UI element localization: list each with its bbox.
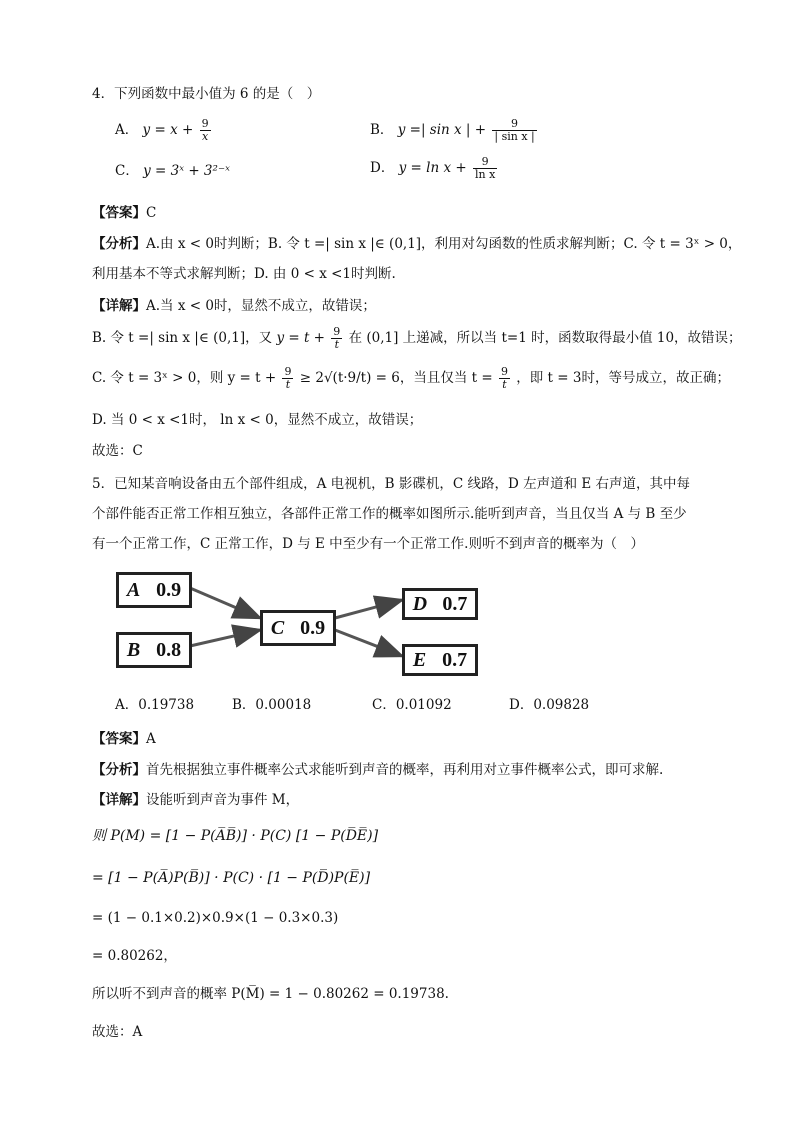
q4-option-d-label: D． xyxy=(370,160,395,177)
q5-detail-tag: 【详解】 xyxy=(92,792,146,808)
q5-detail-text-1: 设能听到声音为事件 M， xyxy=(146,792,300,808)
q5-option-c: C．0.01092 xyxy=(372,697,452,713)
q5-stem-line-1: 5．已知某音响设备由五个部件组成，A 电视机，B 影碟机，C 线路，D 左声道和 E 右声道，其中每 xyxy=(92,476,691,492)
q4-option-d-denominator: ln x xyxy=(474,168,496,182)
q4-detail-3c: ，即 t = 3时，等号成立，故正确； xyxy=(516,370,730,387)
arrow-c-to-d xyxy=(335,600,402,618)
q4-detail-3-fraction-2 xyxy=(499,366,510,391)
q4-answer-value: C xyxy=(146,205,157,221)
q4-detail-2-numerator: 9 xyxy=(333,325,341,338)
q5-detail-line-5: = 0.80262， xyxy=(92,948,177,964)
q5-detail-line-1 xyxy=(92,792,299,808)
node-e-prob: 0.7 xyxy=(442,648,468,671)
node-a-letter: A xyxy=(126,578,141,601)
arrow-a-to-c xyxy=(190,588,260,618)
q5-detail-line-6: 所以听不到声音的概率 P(M̅) = 1 − 0.80262 = 0.19738. xyxy=(92,986,449,1002)
q4-detail-line-2 xyxy=(92,326,742,351)
q4-option-d-numerator: 9 xyxy=(481,155,489,168)
q4-option-b-expr: y =| sin x | + xyxy=(397,122,491,139)
arrow-c-to-e xyxy=(335,630,402,656)
node-b-letter: B xyxy=(126,638,141,661)
q4-option-b-fraction xyxy=(492,118,536,143)
node-d xyxy=(402,588,478,620)
node-c-letter: C xyxy=(270,616,285,639)
q4-option-d-fraction xyxy=(473,156,497,181)
q4-option-a-label: A． xyxy=(115,122,139,139)
q5-option-a: A．0.19738 xyxy=(115,697,195,713)
q5-stem-line-3: 有一个正常工作，C 正常工作，D 与 E 中至少有一个正常工作.则听不到声音的概率为（ ） xyxy=(92,536,644,552)
q4-detail-line-4: D. 当 0 < x <1时， ln x < 0，显然不成立，故错误； xyxy=(92,412,423,428)
node-c-prob: 0.9 xyxy=(300,616,326,639)
q4-detail-3-numerator: 9 xyxy=(284,365,292,378)
q4-detail-text-1: A.当 x < 0时，显然不成立，故错误； xyxy=(146,298,376,314)
q4-detail-2c: 在 (0,1] 上递减，所以当 t=1 时，函数取得最小值 10，故错误； xyxy=(348,330,742,347)
q5-answer xyxy=(92,731,156,747)
q4-detail-tag: 【详解】 xyxy=(92,298,146,314)
q4-detail-2-fraction xyxy=(331,326,342,351)
q4-analysis-line-1 xyxy=(92,236,741,252)
node-c xyxy=(260,610,336,646)
node-a-prob: 0.9 xyxy=(156,578,182,601)
node-e-letter: E xyxy=(412,648,427,671)
q5-detail-line-3: = [1 − P(A̅)P(B̅)] · P(C) · [1 − P(D̅)P(E̅)] xyxy=(92,870,371,886)
arrow-b-to-c xyxy=(190,630,260,646)
q5-detail-line-2: 则 P(M) = [1 − P(A̅B̅)] · P(C) [1 − P(D̅E̅)] xyxy=(92,828,379,844)
q5-analysis xyxy=(92,762,663,778)
q4-stem: 4．下列函数中最小值为 6 的是（ ） xyxy=(92,86,321,102)
q4-option-d-expr: y = ln x + xyxy=(398,160,471,177)
q5-choose: 故选：A xyxy=(92,1024,143,1040)
q4-detail-3-fraction xyxy=(282,366,293,391)
q5-answer-value: A xyxy=(146,731,156,747)
node-a xyxy=(116,572,192,608)
node-b-prob: 0.8 xyxy=(156,638,182,661)
q4-analysis-text-1: A.由 x < 0时判断；B. 令 t =| sin x |∈ (0,1]，利用对勾函数的性质求解判断；C. 令 t = 3ˣ > 0， xyxy=(146,236,742,252)
q4-answer xyxy=(92,205,156,221)
q4-option-b xyxy=(370,118,539,143)
node-d-prob: 0.7 xyxy=(442,592,468,615)
q5-answer-tag: 【答案】 xyxy=(92,731,146,747)
q4-detail-line-3 xyxy=(92,366,730,391)
q4-option-a-expr: y = x + xyxy=(142,122,198,139)
q4-detail-3-numerator-2: 9 xyxy=(500,365,508,378)
q4-detail-3-denominator-2: t xyxy=(499,378,510,391)
q4-detail-line-1 xyxy=(92,298,376,314)
q4-option-b-numerator: 9 xyxy=(511,117,519,130)
node-b xyxy=(116,632,192,668)
q4-option-a-numerator: 9 xyxy=(201,117,209,130)
q4-detail-2a: B. 令 t =| sin x |∈ (0,1]，又 xyxy=(92,330,277,347)
q4-answer-tag: 【答案】 xyxy=(92,205,146,221)
q5-option-b: B．0.00018 xyxy=(232,697,312,713)
q4-choose: 故选：C xyxy=(92,443,143,459)
q5-analysis-tag: 【分析】 xyxy=(92,762,146,778)
q4-analysis-line-2: 利用基本不等式求解判断；D. 由 0 < x <1时判断. xyxy=(92,266,396,282)
q4-option-a xyxy=(115,118,213,143)
circuit-diagram xyxy=(110,568,490,684)
q4-option-a-denominator: x xyxy=(200,130,211,143)
q4-option-c-label: C． xyxy=(115,163,139,179)
q4-option-c-expr: y = 3ˣ + 3²⁻ˣ xyxy=(143,163,230,179)
node-d-letter: D xyxy=(412,592,428,615)
q4-detail-2-denominator: t xyxy=(331,338,342,351)
q4-option-a-fraction xyxy=(200,118,211,143)
q5-analysis-text: 首先根据独立事件概率公式求能听到声音的概率，再利用对立事件概率公式，即可求解. xyxy=(146,762,664,778)
q4-detail-2b: y = t + xyxy=(276,330,330,347)
q4-option-b-label: B． xyxy=(370,122,394,139)
q5-stem-line-2: 个部件能否正常工作相互独立，各部件正常工作的概率如图所示.能听到声音，当且仅当 A 与 B 至少 xyxy=(92,506,687,522)
q4-detail-3-denominator: t xyxy=(282,378,293,391)
q4-detail-3b: ≥ 2√(t·9/t) = 6，当且仅当 t = xyxy=(299,370,497,387)
q4-option-b-denominator: | sin x | xyxy=(494,130,535,144)
q4-option-c xyxy=(115,163,230,179)
node-e xyxy=(402,644,478,676)
q4-analysis-tag: 【分析】 xyxy=(92,236,146,252)
q5-option-d: D．0.09828 xyxy=(509,697,590,713)
q4-option-d xyxy=(370,156,499,181)
q5-detail-line-4: = (1 − 0.1×0.2)×0.9×(1 − 0.3×0.3) xyxy=(92,910,339,926)
q4-detail-3a: C. 令 t = 3ˣ > 0，则 y = t + xyxy=(92,370,281,387)
